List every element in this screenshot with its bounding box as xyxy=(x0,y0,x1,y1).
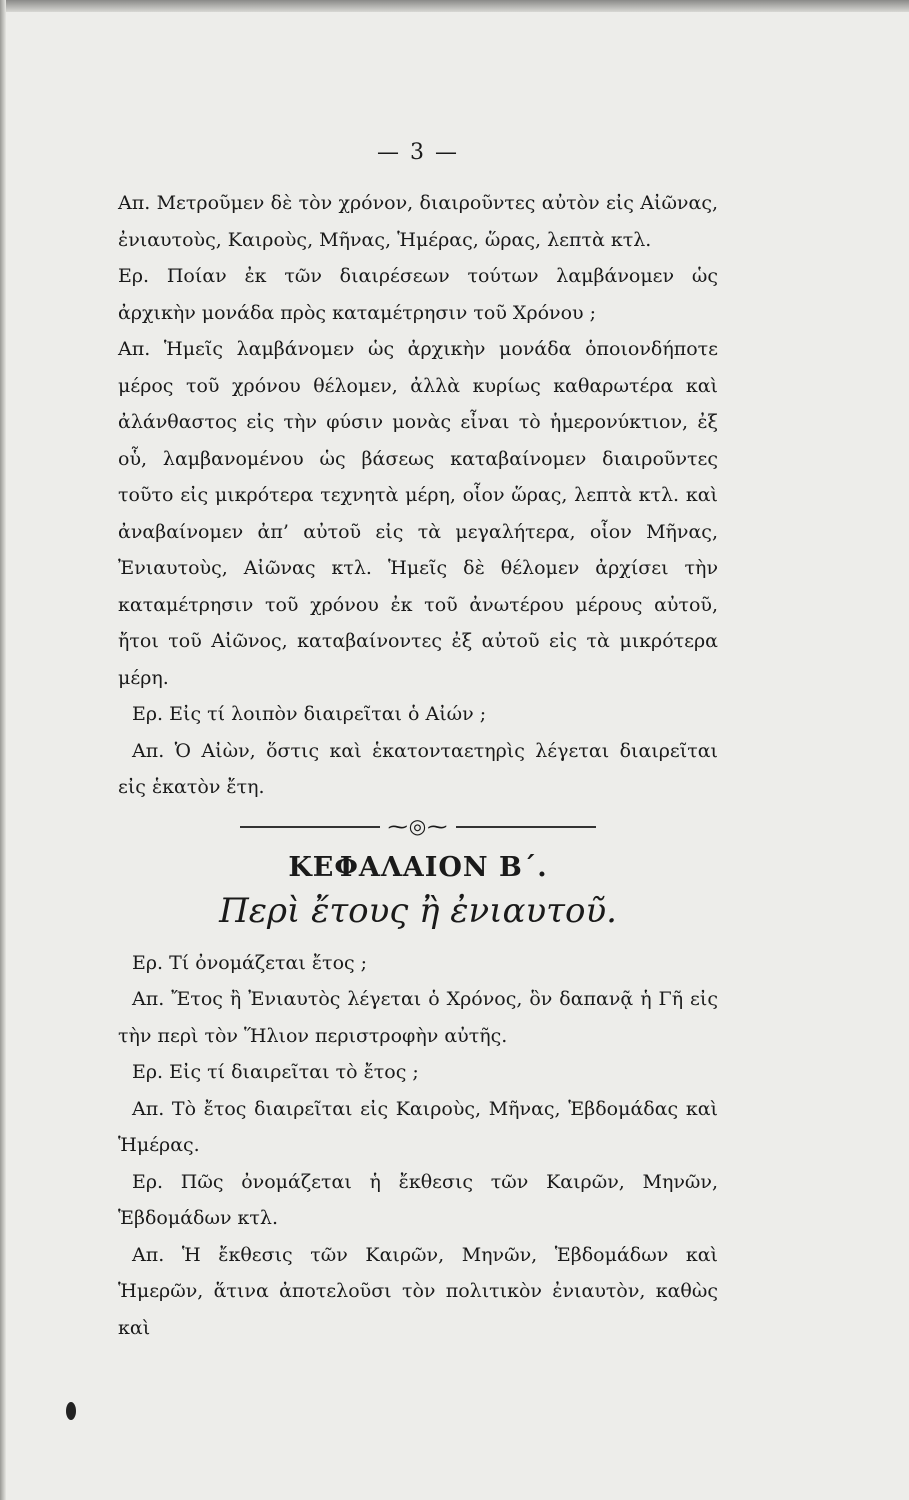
paragraph: Απ. Ἔτος ἢ Ἐνιαυτὸς λέγεται ὁ Χρόνος, ὃν δαπανᾷ ἡ Γῆ εἰς τὴν περὶ τὸν Ἥλιον περιστροφὴν αὐτῆς. xyxy=(118,988,718,1047)
section-ornament xyxy=(118,814,718,838)
paragraph: Απ. Τὸ ἔτος διαιρεῖται εἰς Καιροὺς, Μῆνας, Ἑβδομάδας καὶ Ἡμέρας. xyxy=(118,1097,718,1156)
page-top-edge xyxy=(0,0,909,12)
paragraph: Ερ. Εἰς τί διαιρεῖται τὸ ἔτος ; xyxy=(132,1061,419,1083)
paragraph: Απ. Ὁ Αἰὼν, ὅστις καὶ ἑκατονταετηρὶς λέγεται διαιρεῖται εἰς ἑκατὸν ἔτη. xyxy=(118,739,718,798)
paragraph: Ερ. Εἰς τί λοιπὸν διαιρεῖται ὁ Αἰών ; xyxy=(132,703,487,725)
page-left-edge xyxy=(0,0,6,1500)
paragraph: Απ. Μετροῦμεν δὲ τὸν χρόνον, διαιροῦντες αὐτὸν εἰς Αἰῶνας, ἐνιαυτοὺς, Καιροὺς, Μῆνας, Ἡμέρας, ὥρας, λεπτὰ κτλ. xyxy=(118,192,718,251)
paragraph: Απ. Ἡ ἔκθεσις τῶν Καιρῶν, Μηνῶν, Ἑβδομάδων καὶ Ἡμερῶν, ἅτινα ἀποτελοῦσι τὸν πολιτικὸν ἐνιαυτὸν, καθὼς καὶ xyxy=(118,1243,718,1339)
ornament-rule xyxy=(240,826,380,828)
paragraph: Ερ. Τί ὀνομάζεται ἔτος ; xyxy=(132,951,368,974)
page-number: — 3 — xyxy=(377,140,459,165)
ink-spot xyxy=(66,1402,76,1420)
ornament-glyph: ⁓◎⁓ xyxy=(387,813,449,838)
paragraph: Ερ. Πῶς ὀνομάζεται ἡ ἔκθεσις τῶν Καιρῶν, Μηνῶν, Ἑβδομάδων κτλ. xyxy=(118,1170,718,1229)
paragraph: Απ. Ἡμεῖς λαμβάνομεν ὡς ἀρχικὴν μονάδα ὁποιονδήποτε μέρος τοῦ χρόνου θέλομεν, ἀλλὰ κυρίως καθαρωτέρα καὶ ἀλάνθαστος εἰς τὴν φύσιν μονὰς εἶναι τὸ ἡμερονύκτιον, ἐξ οὗ, λαμβανομένου ὡς βάσεως καταβαίνομεν διαιροῦντες τοῦτο εἰς μικρότερα τεχνητὰ μέρη, οἷον ὥρας, λεπτὰ κτλ. καὶ ἀναβαίνομεν ἀπ’ αὐτοῦ εἰς τὰ μεγαλήτερα, οἷον Μῆνας, Ἐνιαυτοὺς, Αἰῶνας κτλ. Ἡμεῖς δὲ θέλομεν ἀρχίσει τὴν καταμέτρησιν τοῦ χρόνου ἐκ τοῦ ἀνωτέρου μέρους αὐτοῦ, ἤτοι τοῦ Αἰῶνος, καταβαίνοντες ἐξ αὐτοῦ εἰς τὰ μικρότερα μέρη. xyxy=(118,338,718,689)
ornament-rule xyxy=(456,826,596,828)
book-page xyxy=(118,140,718,1346)
paragraph: Ερ. Ποίαν ἐκ τῶν διαιρέσεων τούτων λαμβάνομεν ὡς ἀρχικὴν μονάδα πρὸς καταμέτρησιν τοῦ Χρόνου ; xyxy=(118,265,718,324)
chapter-subtitle: Περὶ ἔτους ἢ ἐνιαυτοῦ. xyxy=(219,890,617,931)
chapter-heading: ΚΕΦΑΛΑΙΟΝ Β΄. xyxy=(288,851,548,883)
